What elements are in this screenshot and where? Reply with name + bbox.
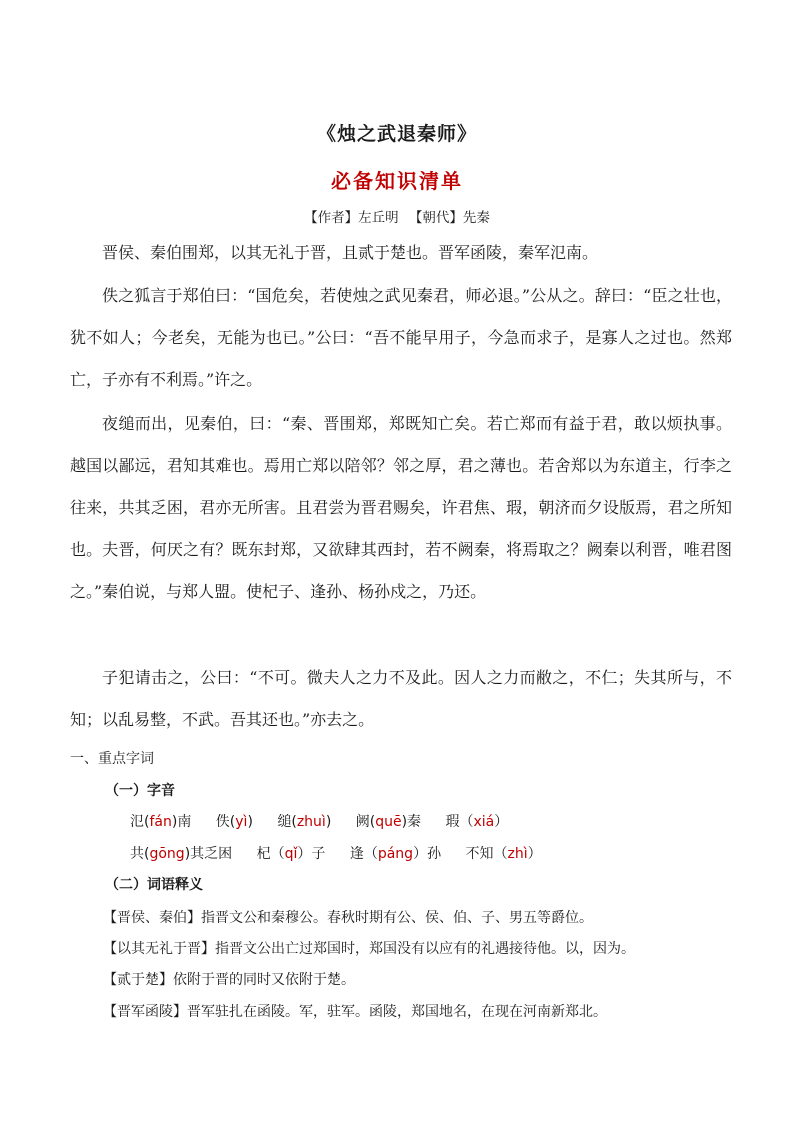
pron-item: 瑕（xiá） <box>445 814 509 830</box>
dynasty-label: 【朝代】先秦 <box>408 210 490 226</box>
pron-item: 不知（zhì） <box>465 846 542 862</box>
passage-paragraph-3: 夜缒而出，见秦伯，曰：“秦、晋围郑，郑既知亡矣。若亡郑而有益于君，敢以烦执事。越国以鄙远，君知其难也。焉用亡郑以陪邻？邻之厚，君之薄也。若舍郑以为东道主，行李之往来，共其乏困，君亦无所害。且君尝为晋君赐矣，许君焦、瑕，朝济而夕设版焉，君之所知也。夫晋，何厌之有？既东封郑，又欲肆其西封，若不阙秦，将焉取之？阙秦以利晋，唯君图之。”秦伯说，与郑人盟。使杞子、逢孙、杨孙戍之，乃还。 <box>70 414 732 601</box>
passage-paragraph-4: 子犯请击之，公曰：“不可。微夫人之力不及此。因人之力而敝之，不仁；失其所与，不知；以乱易整，不武。吾其还也。”亦去之。 <box>70 668 732 729</box>
pron-item: 逢（páng）孙 <box>349 846 442 862</box>
subsection-glossary: （二）词语释义 <box>105 877 203 893</box>
passage-paragraph-1: 晋侯、秦伯围郑，以其无礼于晋，且贰于楚也。晋军函陵，秦军氾南。 <box>102 243 599 262</box>
doc-meta <box>0 206 794 226</box>
doc-title: 《烛之武退秦师》 <box>316 123 477 145</box>
gloss-item: 【以其无礼于晋】指晋文公出亡过郑国时，郑国没有以应有的礼遇接待他。以，因为。 <box>103 941 635 957</box>
pron-item: 杞（qǐ）子 <box>256 846 326 862</box>
gloss-item: 【晋侯、秦伯】指晋文公和秦穆公。春秋时期有公、侯、伯、子、男五等爵位。 <box>103 910 593 926</box>
subsection-pronunciation: （一）字音 <box>105 783 175 799</box>
gloss-item: 【晋军函陵】晋军驻扎在函陵。军，驻军。函陵，郑国地名，在现在河南新郑北。 <box>103 1004 607 1020</box>
pron-item: 缒(zhuì) <box>277 814 332 830</box>
author-label: 【作者】左丘明 <box>304 210 399 226</box>
pronunciation-row-1 <box>130 811 528 831</box>
pron-item: 氾(fán)南 <box>130 814 192 830</box>
section-heading: 一、重点字词 <box>70 751 154 767</box>
passage-paragraph-2: 佚之狐言于郑伯曰：“国危矣，若使烛之武见秦君，师必退。”公从之。辞曰：“臣之壮也，犹不如人；今老矣，无能为也已。”公曰：“吾不能早用子，今急而求子，是寡人之过也。然郑亡，子亦有不利焉。”许之。 <box>70 286 732 389</box>
doc-subtitle: 必备知识清单 <box>331 169 463 193</box>
gloss-item: 【贰于楚】依附于晋的同时又依附于楚。 <box>103 972 355 988</box>
pronunciation-row-2 <box>130 843 562 863</box>
pron-item: 佚(yì) <box>215 814 253 830</box>
pron-item: 共(gōng)其乏困 <box>130 846 233 862</box>
pron-item: 阙(quē)秦 <box>355 814 422 830</box>
